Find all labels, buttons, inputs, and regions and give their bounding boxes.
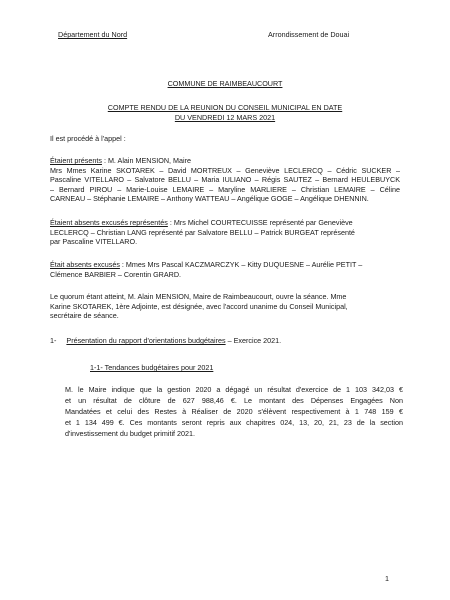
section-number: 1- bbox=[50, 336, 57, 345]
section-title: Présentation du rapport d'orientations budgétaires bbox=[66, 336, 226, 345]
represented-first-line bbox=[50, 218, 353, 228]
absent-label: Était absents excusés bbox=[50, 260, 120, 269]
quorum-line: Le quorum étant atteint, M. Alain MENSION, Maire de Raimbeaucourt, ouvre la séance. Mme bbox=[50, 292, 347, 301]
represented-line: par Pascaline VITELLARO. bbox=[50, 237, 138, 246]
paragraph-line: Mandatées et celui des Restes à Réaliser de 2020 s'élèvent respectivement à 1 748 159 € bbox=[65, 407, 403, 416]
quorum-line: secrétaire de séance. bbox=[50, 311, 119, 320]
represented-text: : Mrs Michel COURTECUISSE représenté par Geneviève bbox=[167, 218, 353, 227]
arrondissement-label: Arrondissement de Douai bbox=[268, 30, 350, 39]
subsection-title: 1-1- Tendances budgétaires pour 2021 bbox=[90, 363, 214, 372]
section-suffix: – Exercice 2021. bbox=[225, 336, 282, 345]
page-number: 1 bbox=[385, 574, 389, 583]
represented-label: Étaient absents excusés représentés bbox=[50, 218, 168, 227]
commune-title: COMMUNE DE RAIMBEAUCOURT bbox=[167, 79, 283, 88]
present-line: Mrs Mmes Karine SKOTAREK – David MORTREUX – Geneviève LECLERCQ – Cédric SUCKER – bbox=[50, 165, 400, 175]
absent-first-line bbox=[50, 260, 362, 270]
paragraph-line: d'investissement du budget primitif 2021. bbox=[65, 429, 196, 438]
department-label: Département du Nord bbox=[58, 30, 128, 39]
absent-line: Clémence BARBIER – Corentin GRARD. bbox=[50, 269, 182, 279]
paragraph-line: M. le Maire indique que la gestion 2020 a dégagé un résultat d'exercice de 1 103 342,03 € bbox=[65, 385, 403, 394]
paragraph-line: et 1 134 499 €. Ces montants seront repris aux chapitres 024, 13, 20, 21, 23 de la section bbox=[65, 418, 403, 427]
report-title: COMPTE RENDU DE LA REUNION DU CONSEIL MUNICIPAL EN DATE bbox=[107, 103, 343, 112]
report-date: DU VENDREDI 12 MARS 2021 bbox=[174, 113, 276, 122]
represented-line: LECLERCQ – Christian LANG représenté par Salvatore BELLU – Patrick BURGEAT représenté bbox=[50, 227, 355, 237]
quorum-line: Karine SKOTAREK, 1ère Adjointe, est désignée, avec l'accord unanime du Conseil Municipal, bbox=[50, 301, 348, 311]
paragraph-line: et un résultat de clôture de 627 988,46 €. Le montant des Dépenses Engagées Non bbox=[65, 396, 403, 405]
present-mayor: : M. Alain MENSION, Maire bbox=[101, 156, 192, 165]
present-line: CARNEAU – Stéphanie LEMAIRE – Anthony WATTEAU – Angélique GOGE – Angélique DHENNIN. bbox=[50, 194, 369, 203]
absent-text: : Mmes Mrs Pascal KACZMARCZYK – Kitty DUQUESNE – Aurélie PETIT – bbox=[119, 260, 363, 269]
present-line: – Bernard PIROU – Marie-Louise LEMAIRE – Maryline MARLIERE – Christian LEMAIRE – Céline bbox=[50, 184, 400, 194]
present-line: Pascaline VITELLARO – Salvatore BELLU – Maria IULIANO – Régis SAUTEZ – Bernard HEULEBUYCK bbox=[50, 175, 400, 184]
intro-text: Il est procédé à l'appel : bbox=[50, 134, 126, 143]
present-label: Étaient présents bbox=[50, 156, 102, 165]
section-heading bbox=[50, 336, 281, 346]
present-first-line bbox=[50, 156, 191, 166]
